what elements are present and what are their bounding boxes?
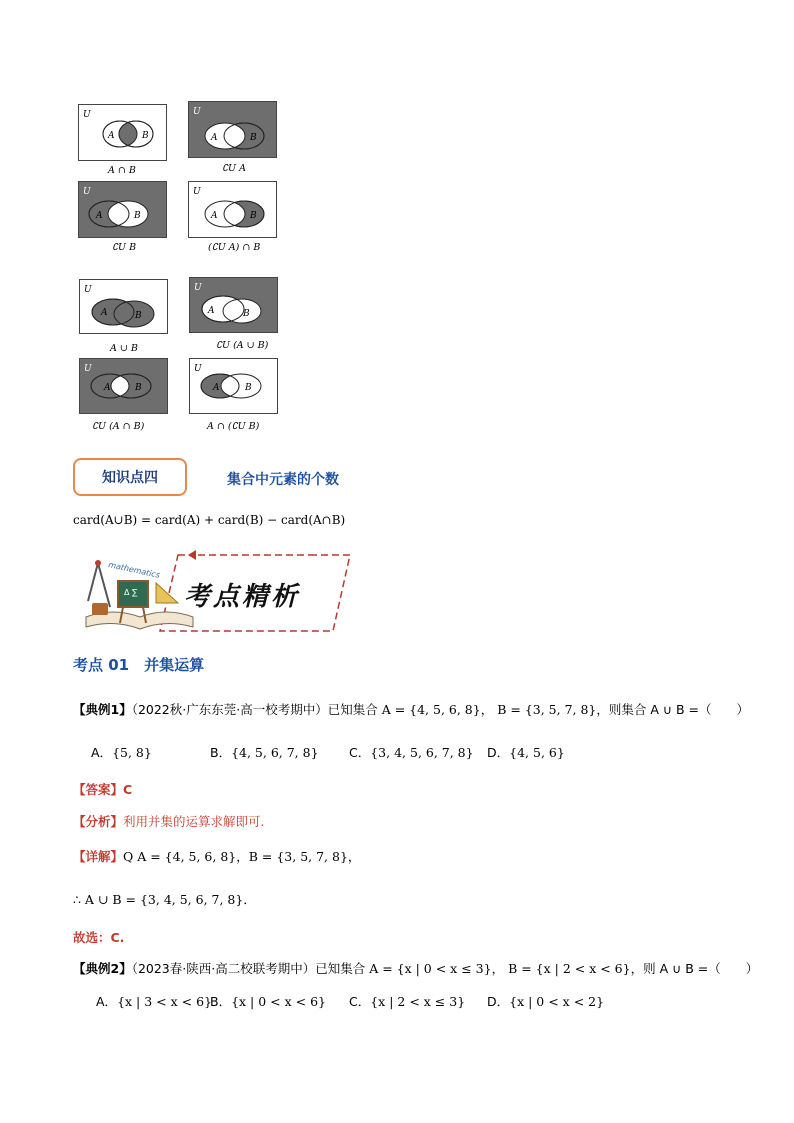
a-label: A: [213, 383, 220, 393]
banner-title: 考点精析: [184, 582, 301, 612]
u-label: U: [84, 285, 92, 295]
option-value: {4, 5, 6}: [509, 745, 565, 760]
choose-line: 故选：C.: [73, 930, 125, 945]
option-key: A．: [96, 994, 118, 1009]
analysis-text: 利用并集的运算求解即可.: [123, 814, 265, 829]
question-ask: ，则 A ∪ B =（ ）: [630, 961, 759, 976]
venn-diagram-union: [79, 279, 168, 334]
example-1-question: [73, 700, 749, 718]
detail-line-2: ∴ A ∪ B = {3, 4, 5, 6, 7, 8}．: [73, 892, 256, 907]
example-label: 【典例1】: [73, 702, 132, 717]
venn-diagram-complement-intersection: [79, 358, 168, 414]
set-b: B = {3, 5, 7, 8}: [497, 702, 597, 717]
option-key: B．: [210, 994, 232, 1009]
u-label: U: [83, 187, 91, 197]
option-d[interactable]: [487, 743, 565, 761]
u-label: U: [193, 187, 201, 197]
answer-value: C: [123, 782, 133, 797]
option-a[interactable]: [91, 743, 152, 761]
venn-caption: ∁U (A ∪ B): [216, 340, 269, 351]
venn-figure: [80, 280, 167, 333]
option-key: D．: [487, 994, 510, 1009]
u-label: U: [194, 283, 202, 293]
option-c[interactable]: [349, 743, 474, 761]
b-label: B: [243, 309, 250, 319]
example-source: （2023春·陕西·高二校联考期中）已知集合: [131, 961, 366, 976]
venn-caption: ∁U B: [112, 242, 137, 253]
venn-diagram-complement-a: [188, 101, 277, 158]
b-label: B: [134, 211, 141, 221]
option-value: {x | 2 < x ≤ 3}: [370, 994, 466, 1009]
example-source: （2022秋·广东东莞·高一校考期中）已知集合: [131, 702, 378, 717]
venn-figure: [79, 105, 166, 160]
detail-line-1: [73, 847, 360, 865]
option-value: {x | 0 < x < 6}: [231, 994, 326, 1009]
option-value: {5, 8}: [112, 745, 152, 760]
section-banner: [78, 545, 353, 637]
venn-figure: [80, 359, 167, 413]
b-label: B: [245, 383, 252, 393]
set-b: B = {x | 2 < x < 6}: [508, 961, 631, 976]
set-a: A = {x | 0 < x ≤ 3}: [369, 961, 492, 976]
knowledge-point-title: 集合中元素的个数: [227, 472, 339, 488]
option-a[interactable]: [96, 992, 212, 1010]
option-value: {3, 4, 5, 6, 7, 8}: [370, 745, 474, 760]
answer-label: 【答案】: [73, 782, 124, 797]
venn-caption: ∁U (A ∩ B): [92, 421, 145, 432]
separator: ，: [491, 961, 505, 976]
separator: ，: [480, 702, 494, 717]
detail-label: 【详解】: [73, 849, 124, 864]
venn-diagram-complement-b: [78, 181, 167, 238]
venn-caption: ∁U A: [222, 163, 246, 174]
option-value: {4, 5, 6, 7, 8}: [231, 745, 319, 760]
detail-text: Q A = {4, 5, 6, 8}，B = {3, 5, 7, 8}，: [123, 849, 361, 864]
b-label: B: [250, 211, 257, 221]
b-label: B: [135, 383, 142, 393]
venn-figure: [189, 182, 276, 237]
option-value: {x | 0 < x < 2}: [509, 994, 605, 1009]
svg-text:Δ ∑: Δ ∑: [124, 588, 138, 597]
venn-figure: [190, 278, 277, 332]
venn-diagram-a-minus-b: [189, 358, 278, 414]
option-key: A．: [91, 745, 113, 760]
option-key: D．: [487, 745, 510, 760]
a-label: A: [208, 306, 215, 316]
venn-figure: [190, 359, 277, 413]
option-b[interactable]: [210, 992, 326, 1010]
banner-graphic: [78, 545, 353, 637]
a-label: A: [108, 131, 115, 141]
option-d[interactable]: [487, 992, 604, 1010]
venn-diagram-intersection: [78, 104, 167, 161]
example-2-question: [73, 959, 758, 977]
banner-sticker-text: mathematics: [107, 560, 161, 580]
venn-caption: A ∩ B: [108, 165, 136, 176]
u-label: U: [83, 110, 91, 120]
cardinality-formula: card(A∪B) = card(A) + card(B) − card(A∩B): [73, 513, 346, 527]
b-label: B: [142, 131, 149, 141]
a-label: A: [96, 211, 103, 221]
a-label: A: [211, 211, 218, 221]
example-label: 【典例2】: [73, 961, 132, 976]
answer-line: [73, 780, 132, 798]
b-label: B: [135, 311, 142, 321]
option-key: C．: [349, 994, 371, 1009]
a-label: A: [101, 308, 108, 318]
venn-caption: A ∩ (∁U B): [207, 421, 260, 432]
option-b[interactable]: [210, 743, 319, 761]
venn-figure: [79, 182, 166, 237]
question-ask: ，则集合 A ∪ B =（ ）: [596, 702, 750, 717]
option-c[interactable]: [349, 992, 465, 1010]
b-label: B: [250, 133, 257, 143]
option-value: {x | 3 < x < 6}: [117, 994, 212, 1009]
set-a: A = {4, 5, 6, 8}: [381, 702, 481, 717]
venn-figure: [189, 102, 276, 157]
u-label: U: [193, 107, 201, 117]
venn-diagram-complement-a-intersect-b: [188, 181, 277, 238]
u-label: U: [84, 364, 92, 374]
analysis-line: [73, 812, 265, 830]
option-key: C．: [349, 745, 371, 760]
a-label: A: [104, 383, 111, 393]
u-label: U: [194, 364, 202, 374]
knowledge-point-text: 知识点四: [102, 470, 158, 486]
venn-diagram-complement-union: [189, 277, 278, 333]
a-label: A: [211, 133, 218, 143]
option-key: B．: [210, 745, 232, 760]
venn-caption: A ∪ B: [110, 343, 138, 354]
venn-caption: (∁U A) ∩ B: [208, 242, 261, 253]
analysis-label: 【分析】: [73, 814, 124, 829]
knowledge-point-label: [73, 458, 187, 496]
section-heading: 考点 01 并集运算: [73, 656, 205, 674]
